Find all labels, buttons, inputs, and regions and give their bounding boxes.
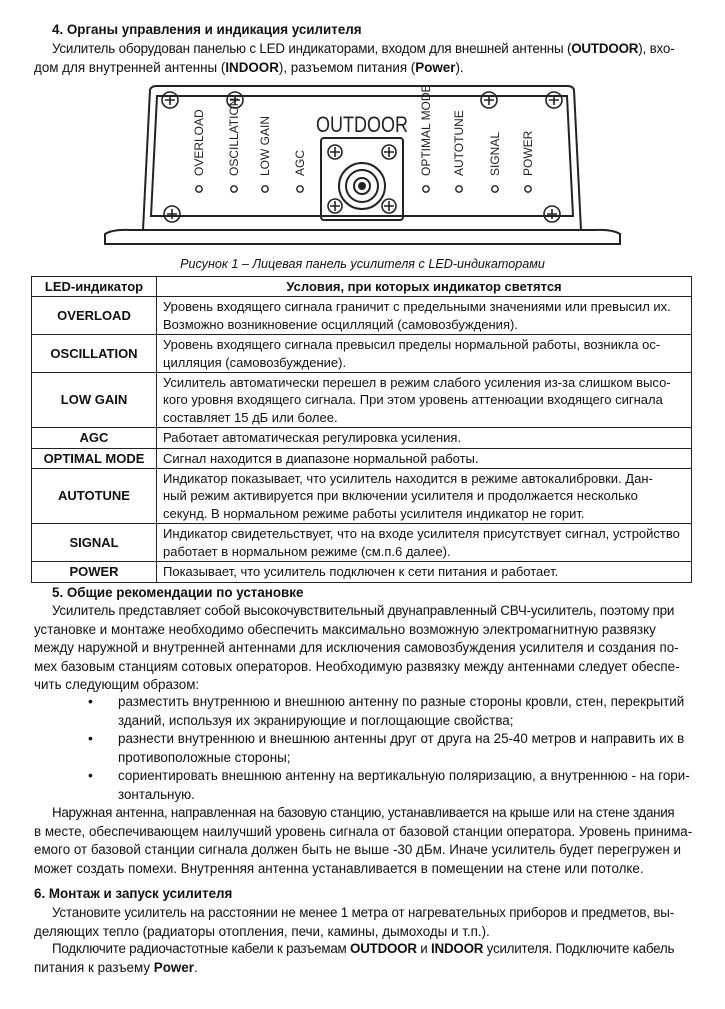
- section-6-heading: 6. Монтаж и запуск усилителя: [34, 886, 233, 901]
- led-description-cell: [157, 448, 692, 468]
- led-name-cell: SIGNAL: [32, 524, 157, 562]
- svg-text:LOW GAIN: LOW GAIN: [258, 115, 272, 176]
- section-6-paragraph-2: Подключите радиочастотные кабели к разъемам OUTDOOR и INDOOR усилителя. Подключите кабель питания к разъему Power.: [34, 941, 675, 975]
- description-line: цилляция (самовозбуждение).: [163, 354, 347, 370]
- table-header-row: [32, 277, 692, 297]
- led-name-cell: AGC: [32, 428, 157, 448]
- description-line: Работает автоматическая регулировка усиления.: [163, 430, 462, 446]
- description-line: кого уровня входящего сигнала. При этом уровень аттенюации входящего сигнала: [163, 392, 663, 408]
- led-optimal-mode-icon: [423, 186, 429, 192]
- table-row: [32, 469, 692, 524]
- description-line: Сигнал находится в диапазоне нормальной работы.: [163, 450, 479, 466]
- description-line: Индикатор свидетельствует, что на входе усилителя присутствует сигнал, устройство: [163, 526, 680, 542]
- amplifier-front-panel-figure: [95, 84, 630, 254]
- led-name-cell: OPTIMAL MODE: [32, 448, 157, 468]
- led-name-cell: POWER: [32, 562, 157, 582]
- table-row: [32, 297, 692, 335]
- svg-text:OVERLOAD: OVERLOAD: [192, 109, 206, 176]
- section-4-line-2: дом для внутренней антенны (INDOOR), разъемом питания (Power).: [34, 59, 464, 75]
- led-autotune: [452, 110, 466, 192]
- figure-caption: Рисунок 1 – Лицевая панель усилителя с LED-индикаторами: [180, 257, 545, 271]
- bullet-icon: •: [88, 693, 93, 709]
- led-autotune-icon: [456, 186, 462, 192]
- led-signal: [488, 132, 502, 193]
- led-low-gain-icon: [262, 186, 268, 192]
- led-optimal-mode: [419, 84, 433, 192]
- led-oscillation: [227, 98, 241, 193]
- document-page: 4. Органы управления и индикация усилителя Усилитель оборудован панелью с LED индикаторами, входом для внешней антенны (OUTDOOR), вхо- дом для внутренней антенны (INDOOR), разъемом питания (Power). OUTDOOR OVERLOAD OSCILLATION LOW GAIN AGC OPTIMAL MODE AUTOTUNE SIGNAL POWER Рисунок 1 – Лицевая панель усилителя с LED-индикаторами LED-индикатор Условия, при которых индикатор светятся OVERLOAD Уровень входящего сигнала граничит с предельными значениями или превысил их. Возможно возникновение осцилляций (самовозбуждения). OSCILLATION Уровень входящего сигнала превысил пределы нормальной работы, возникла ос- цилляция (самовозбуждение). LOW GAIN Усилитель автоматически перешел в режим слабого усиления из-за слишком высо- кого уровня входящего сигнала. При этом уровень аттенюации входящего сигнала составляет 15 дБ или более. AGC Работает автоматическая регулировка усиления. OPTIMAL MODE Сигнал находится в диапазоне нормальной работы. AUTOTUNE Индикатор показывает, что усилитель находится в режиме автокалибровки. Дан- ный режим активируется при включении усилителя и продолжается несколько секунд. В нормальном режиме работы усилителя индикатор не горит. SIGNAL Индикатор свидетельствует, что на входе усилителя присутствует сигнал, устройство работает в нормальном режиме (см.п.6 далее). POWER Показывает, что усилитель подключен к сети питания и работает. 5. Общие рекомендации по установке Усилитель представляет собой высокочувствительный двунаправленный СВЧ-усилитель, поэтому при установке и монтаже необходимо обеспечить максимально возможную электромагнитную развязку между наружной и внутренней антеннами для исключения самовозбуждения усилителя и создания по- мех базовым станциям сотовых операторов. Необходимую развязку между антеннами следует обеспе- чить следующим образом: • разместить внутреннюю и внешнюю антенну по разные стороны кровли, стен, перекрытий зданий, используя их экранирующие и поглощающие свойства; • разнести внутреннюю и внешнюю антенны друг от друга на 25-40 метров и направить их в противоположные стороны; • сориентировать внешнюю антенну на вертикальную поляризацию, а внутреннюю - на гори- зонтальную. Наружная антенна, направленная на базовую станцию, устанавливается на крыше или на стене здания в месте, обеспечивающем наилучший уровень сигнала от базовой станции оператора. Уровень принима- емого от базовой станции сигнала должен быть не выше -30 дБм. Иначе усилитель будет перегружен и может создать помехи. Внутренняя антенна устанавливается в помещении на стене или потолке. 6. Монтаж и запуск усилителя Установите усилитель на расстоянии не менее 1 метра от нагревательных приборов и предметов, вы- деляющих тепло (радиаторы отопления, печи, камины, дымоходы и т.п.). Подключите радиочастотные кабели к разъемам OUTDOOR и INDOOR усилителя. Подключите кабель питания к разъему Power.: [0, 0, 725, 1009]
- table-row: [32, 524, 692, 562]
- led-indicator-table: [31, 276, 692, 583]
- description-line: Усилитель автоматически перешел в режим слабого усиления из-за слишком высо-: [163, 375, 671, 391]
- table-row: [32, 448, 692, 468]
- description-line: Уровень входящего сигнала превысил пределы нормальной работы, возникла ос-: [163, 337, 661, 353]
- bullet-icon: •: [88, 767, 93, 783]
- header-conditions: Условия, при которых индикатор светятся: [157, 277, 692, 297]
- led-agc-icon: [297, 186, 303, 192]
- outdoor-connector-pin: [359, 183, 365, 189]
- table-row: [32, 373, 692, 428]
- description-line: Уровень входящего сигнала граничит с предельными значениями или превысил их.: [163, 299, 671, 315]
- svg-text:OSCILLATION: OSCILLATION: [227, 97, 241, 176]
- svg-text:AGC: AGC: [293, 149, 307, 176]
- svg-text:POWER: POWER: [521, 130, 535, 176]
- led-name-cell: LOW GAIN: [32, 373, 157, 428]
- table-row: [32, 428, 692, 448]
- description-line: составляет 15 дБ или более.: [163, 409, 338, 425]
- bullet-icon: •: [88, 730, 93, 746]
- description-line: работает в нормальном режиме (см.п.6 далее).: [163, 543, 451, 559]
- led-agc: [293, 150, 307, 193]
- outdoor-label: OUTDOOR: [316, 112, 408, 137]
- led-description-cell: [157, 524, 692, 562]
- table-row: [32, 335, 692, 373]
- svg-text:OPTIMAL MODE: OPTIMAL MODE: [419, 84, 433, 176]
- description-line: Индикатор показывает, что усилитель находится в режиме автокалибровки. Дан-: [163, 471, 653, 487]
- svg-text:AUTOTUNE: AUTOTUNE: [452, 110, 466, 176]
- led-overload-icon: [196, 186, 202, 192]
- led-name-cell: OSCILLATION: [32, 335, 157, 373]
- led-description-cell: [157, 428, 692, 448]
- header-led-indicator: LED-индикатор: [32, 277, 157, 297]
- led-description-cell: [157, 335, 692, 373]
- description-line: ный режим активируется при включении усилителя и продолжается несколько: [163, 488, 638, 504]
- led-description-cell: [157, 562, 692, 582]
- led-signal-icon: [492, 186, 498, 192]
- description-line: Показывает, что усилитель подключен к сети питания и работает.: [163, 564, 559, 580]
- section-4-line-1: Усилитель оборудован панелью с LED индикаторами, входом для внешней антенны (OUTDOOR), вхо-: [52, 41, 675, 56]
- led-power: [521, 130, 535, 192]
- led-description-cell: [157, 469, 692, 524]
- led-description-cell: [157, 373, 692, 428]
- led-oscillation-icon: [231, 186, 237, 192]
- section-5-paragraph-2: Наружная антенна, направленная на базовую станцию, устанавливается на крыше или на стене здания в месте, обеспечивающем наилучший уровень сигнала от базовой станции оператора. Уровень принима- емого от базовой станции сигнала должен быть не выше -30 дБм. Иначе усилитель будет перегружен и может создать помехи. Внутренняя антенна устанавливается в помещении на стене или потолке.: [34, 805, 693, 876]
- led-name-cell: AUTOTUNE: [32, 469, 157, 524]
- led-low-gain: [258, 116, 272, 192]
- led-description-cell: [157, 297, 692, 335]
- section-4-heading: 4. Органы управления и индикация усилителя: [52, 22, 362, 37]
- section-5-paragraph-1: Усилитель представляет собой высокочувствительный двунаправленный СВЧ-усилитель, поэтому при установке и монтаже необходимо обеспечить максимально возможную электромагнитную развязку между наружной и внутренней антеннами для исключения самовозбуждения усилителя и создания по- мех базовым станциям сотовых операторов. Необходимую развязку между антеннами следует обеспе- чить следующим образом:: [34, 603, 680, 693]
- section-4-paragraph: [34, 40, 692, 77]
- table-body: [32, 297, 692, 582]
- led-overload: [192, 109, 206, 192]
- description-line: Возможно возникновение осцилляций (самовозбуждения).: [163, 316, 518, 332]
- led-power-icon: [525, 186, 531, 192]
- section-6-paragraph-1: Установите усилитель на расстоянии не менее 1 метра от нагревательных приборов и предметов, вы- деляющих тепло (радиаторы отопления, печи, камины, дымоходы и т.п.).: [34, 905, 675, 939]
- svg-text:SIGNAL: SIGNAL: [488, 131, 502, 176]
- table-row: [32, 562, 692, 582]
- section-5-heading: 5. Общие рекомендации по установке: [52, 585, 304, 600]
- led-name-cell: OVERLOAD: [32, 297, 157, 335]
- description-line: секунд. В нормальном режиме работы усилителя индикатор не горит.: [163, 505, 585, 521]
